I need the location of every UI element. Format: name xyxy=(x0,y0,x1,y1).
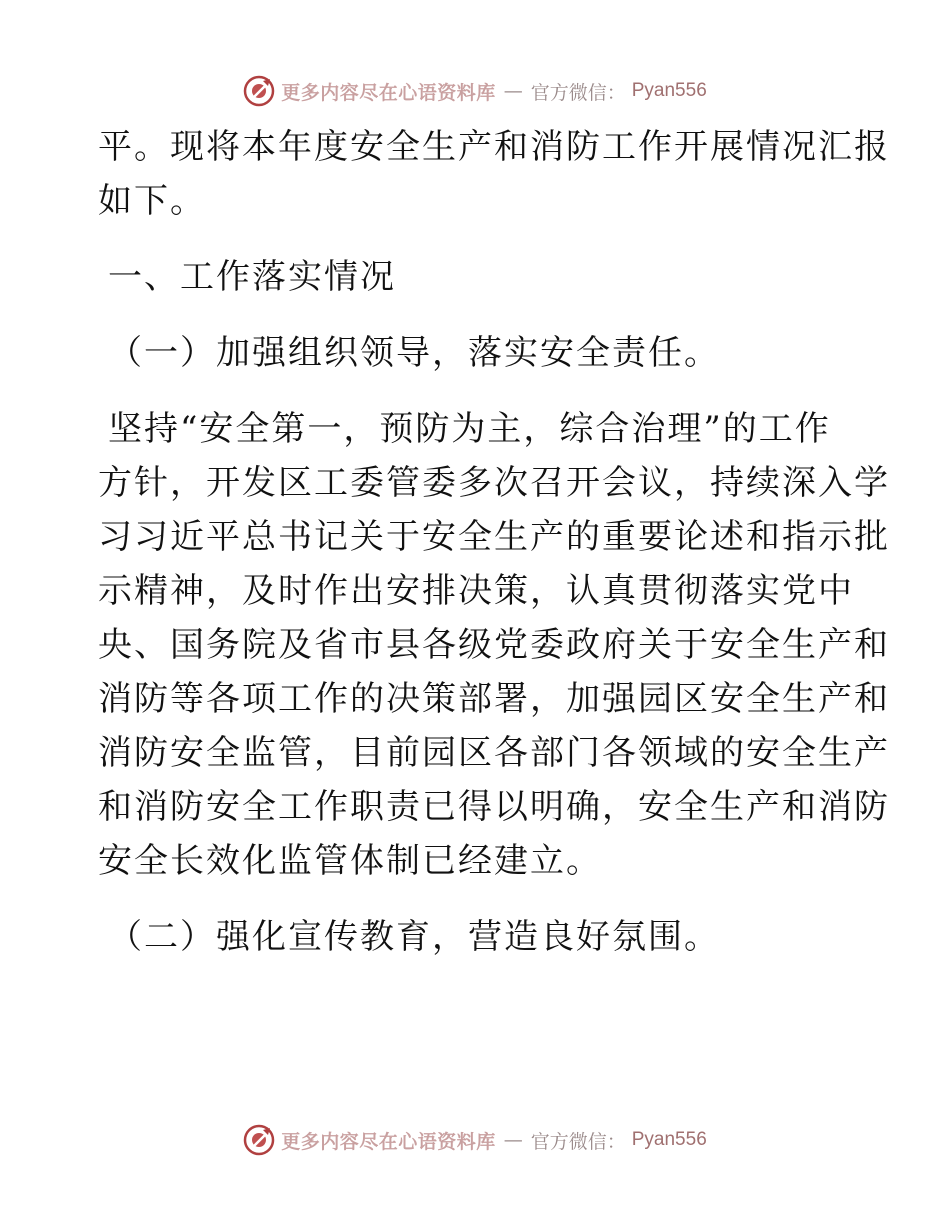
paragraph-line: 坚持“安全第一，预防为主，综合治理”的工作 xyxy=(108,409,831,449)
subsection-heading-1: （一）加强组织领导，落实安全责任。 xyxy=(108,333,720,373)
paragraph-line: 消防安全监管，目前园区各部门各领域的安全生产 xyxy=(98,733,890,773)
watermark-text: 更多内容尽在心语资料库 xyxy=(281,1130,496,1153)
watermark-text: 更多内容尽在心语资料库 xyxy=(281,81,496,104)
paragraph-line: 方针，开发区工委管委多次召开会议，持续深入学 xyxy=(98,463,890,503)
watermark-separator: — xyxy=(503,80,523,102)
paragraph-line: 和消防安全工作职责已得以明确，安全生产和消防 xyxy=(98,787,890,827)
text-line: 如下。 xyxy=(98,181,206,221)
brand-logo-icon xyxy=(243,75,275,107)
text-line: 平。现将本年度安全生产和消防工作开展情况汇报 xyxy=(98,127,890,167)
subsection-heading-2: （二）强化宣传教育，营造良好氛围。 xyxy=(108,917,720,957)
paragraph-line: 安全长效化监管体制已经建立。 xyxy=(98,841,602,881)
watermark-separator: — xyxy=(503,1129,523,1151)
paragraph-line: 示精神，及时作出安排决策，认真贯彻落实党中 xyxy=(98,571,854,611)
section-heading: 一、工作落实情况 xyxy=(108,257,396,297)
watermark-footer xyxy=(0,1120,950,1160)
watermark-wechat-id: Pyan556 xyxy=(631,80,707,101)
watermark-official-label: 官方微信： xyxy=(530,1130,626,1153)
watermark-wechat-id: Pyan556 xyxy=(631,1129,707,1150)
paragraph-line: 消防等各项工作的决策部署，加强园区安全生产和 xyxy=(98,679,890,719)
watermark-official-label: 官方微信： xyxy=(530,81,626,104)
paragraph-line: 央、国务院及省市县各级党委政府关于安全生产和 xyxy=(98,625,890,665)
document-body xyxy=(98,120,890,964)
brand-logo-icon xyxy=(243,1124,275,1156)
watermark-header xyxy=(0,71,950,111)
paragraph-line: 习习近平总书记关于安全生产的重要论述和指示批 xyxy=(98,517,890,557)
